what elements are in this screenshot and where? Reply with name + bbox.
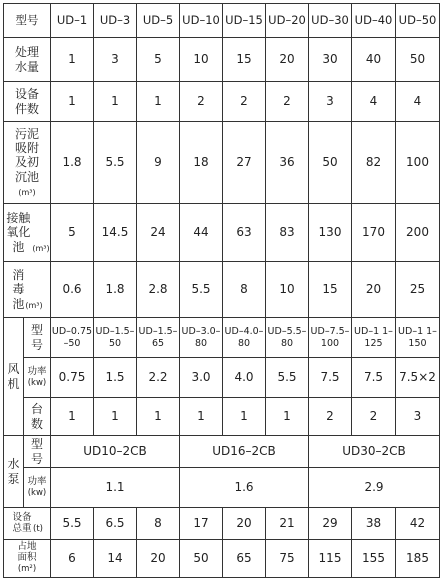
blower-model-cell: UD–0.75–50: [51, 318, 94, 358]
blower-power-row: [4, 358, 440, 398]
blower-power-cell: 7.5: [352, 358, 396, 398]
capacity-cell: 1: [51, 38, 94, 82]
sludge-tank-label-text: 污泥吸附及初沉池: [14, 126, 39, 184]
disinfection-tank-unit: (m³): [25, 300, 43, 310]
pump-power-cell: 2.9: [309, 468, 440, 508]
header-model-label: 型号: [4, 4, 51, 38]
header-model: UD–10: [180, 4, 223, 38]
spec-table: [3, 3, 440, 578]
oxidation-tank-label-text: 接触氧化池: [6, 210, 31, 254]
disinfection-tank-cell: 1.8: [94, 262, 137, 318]
equipment-count-cell: 2: [223, 82, 266, 122]
blower-power-cell: 7.5×2: [396, 358, 440, 398]
sludge-tank-cell: 1.8: [51, 122, 94, 204]
blower-count-cell: 1: [94, 398, 137, 436]
blower-model-cell: UD–3.0–80: [180, 318, 223, 358]
sludge-tank-row: [4, 122, 440, 204]
equipment-count-row: [4, 82, 440, 122]
equipment-count-cell: 2: [266, 82, 309, 122]
blower-count-cell: 1: [223, 398, 266, 436]
pump-model-row: [4, 436, 440, 468]
capacity-cell: 30: [309, 38, 352, 82]
blower-count-cell: 2: [309, 398, 352, 436]
disinfection-tank-cell: 2.8: [137, 262, 180, 318]
blower-model-label-text: 型号: [30, 323, 43, 352]
area-label: [4, 540, 51, 578]
blower-power-label-text: 功率: [27, 365, 47, 377]
header-model: UD–5: [137, 4, 180, 38]
total-weight-cell: 38: [352, 508, 396, 540]
blower-power-unit: (kw): [27, 377, 47, 388]
blower-power-cell: 4.0: [223, 358, 266, 398]
disinfection-tank-cell: 25: [396, 262, 440, 318]
capacity-label-text: 处理水量: [14, 45, 39, 74]
blower-model-cell: UD–1 1–150: [396, 318, 440, 358]
pump-label-text: 水泵: [7, 457, 20, 486]
header-model: UD–50: [396, 4, 440, 38]
equipment-count-cell: 3: [309, 82, 352, 122]
disinfection-tank-label-text: 消毒池: [12, 267, 25, 311]
blower-model-cell: UD–1.5–65: [137, 318, 180, 358]
total-weight-cell: 29: [309, 508, 352, 540]
area-row: [4, 540, 440, 578]
total-weight-cell: 20: [223, 508, 266, 540]
equipment-count-cell: 4: [396, 82, 440, 122]
blower-count-label: [24, 398, 51, 436]
sludge-tank-cell: 50: [309, 122, 352, 204]
blower-model-cell: UD–4.0–80: [223, 318, 266, 358]
oxidation-tank-cell: 63: [223, 204, 266, 262]
total-weight-cell: 6.5: [94, 508, 137, 540]
blower-power-cell: 2.2: [137, 358, 180, 398]
blower-count-cell: 1: [180, 398, 223, 436]
capacity-cell: 15: [223, 38, 266, 82]
blower-power-cell: 5.5: [266, 358, 309, 398]
oxidation-tank-cell: 5: [51, 204, 94, 262]
capacity-cell: 20: [266, 38, 309, 82]
equipment-count-cell: 2: [180, 82, 223, 122]
total-weight-cell: 8: [137, 508, 180, 540]
disinfection-tank-cell: 10: [266, 262, 309, 318]
disinfection-tank-cell: 5.5: [180, 262, 223, 318]
pump-power-cell: 1.6: [180, 468, 309, 508]
area-cell: 115: [309, 540, 352, 578]
header-row: [4, 4, 440, 38]
blower-power-cell: 1.5: [94, 358, 137, 398]
header-model: UD–30: [309, 4, 352, 38]
area-unit: (m²): [17, 563, 37, 574]
area-cell: 50: [180, 540, 223, 578]
oxidation-tank-cell: 200: [396, 204, 440, 262]
spec-table-container: [3, 3, 439, 578]
pump-model-label-text: 型号: [30, 437, 43, 466]
capacity-row: [4, 38, 440, 82]
oxidation-tank-cell: 83: [266, 204, 309, 262]
oxidation-tank-cell: 24: [137, 204, 180, 262]
blower-power-cell: 7.5: [309, 358, 352, 398]
capacity-cell: 50: [396, 38, 440, 82]
blower-model-cell: UD–5.5–80: [266, 318, 309, 358]
sludge-tank-label: [4, 122, 51, 204]
blower-count-cell: 1: [137, 398, 180, 436]
blower-model-cell: UD–1.5–50: [94, 318, 137, 358]
oxidation-tank-cell: 14.5: [94, 204, 137, 262]
oxidation-tank-cell: 44: [180, 204, 223, 262]
equipment-count-cell: 4: [352, 82, 396, 122]
pump-model-cell: UD16–2CB: [180, 436, 309, 468]
total-weight-label: [4, 508, 51, 540]
blower-model-cell: UD–7.5–100: [309, 318, 352, 358]
sludge-tank-cell: 36: [266, 122, 309, 204]
pump-label: [4, 436, 24, 508]
area-cell: 75: [266, 540, 309, 578]
sludge-tank-cell: 27: [223, 122, 266, 204]
equipment-count-label-text: 设备件数: [14, 87, 39, 116]
total-weight-cell: 5.5: [51, 508, 94, 540]
blower-count-cell: 2: [352, 398, 396, 436]
total-weight-cell: 42: [396, 508, 440, 540]
pump-model-cell: UD10–2CB: [51, 436, 180, 468]
equipment-count-label: [4, 82, 51, 122]
equipment-count-cell: 1: [51, 82, 94, 122]
pump-model-label: [24, 436, 51, 468]
pump-power-label-text: 功率: [27, 475, 47, 487]
blower-count-row: [4, 398, 440, 436]
sludge-tank-cell: 100: [396, 122, 440, 204]
pump-power-row: [4, 468, 440, 508]
total-weight-cell: 17: [180, 508, 223, 540]
equipment-count-cell: 1: [94, 82, 137, 122]
blower-label-text: 风机: [7, 362, 20, 391]
disinfection-tank-cell: 20: [352, 262, 396, 318]
capacity-cell: 5: [137, 38, 180, 82]
pump-power-label: [24, 468, 51, 508]
disinfection-tank-row: [4, 262, 440, 318]
pump-power-unit: (kw): [27, 487, 47, 498]
oxidation-tank-cell: 170: [352, 204, 396, 262]
total-weight-cell: 21: [266, 508, 309, 540]
capacity-label: [4, 38, 51, 82]
blower-power-label: [24, 358, 51, 398]
header-model: UD–15: [223, 4, 266, 38]
pump-model-cell: UD30–2CB: [309, 436, 440, 468]
disinfection-tank-cell: 0.6: [51, 262, 94, 318]
blower-count-cell: 1: [266, 398, 309, 436]
blower-model-cell: UD–1 1–125: [352, 318, 396, 358]
sludge-tank-cell: 9: [137, 122, 180, 204]
blower-power-cell: 3.0: [180, 358, 223, 398]
oxidation-tank-cell: 130: [309, 204, 352, 262]
sludge-tank-unit: (m³): [18, 188, 36, 198]
capacity-cell: 40: [352, 38, 396, 82]
area-cell: 20: [137, 540, 180, 578]
area-cell: 14: [94, 540, 137, 578]
area-cell: 6: [51, 540, 94, 578]
sludge-tank-cell: 82: [352, 122, 396, 204]
blower-model-row: [4, 318, 440, 358]
capacity-cell: 3: [94, 38, 137, 82]
header-model: UD–40: [352, 4, 396, 38]
disinfection-tank-label: [4, 262, 51, 318]
header-model: UD–1: [51, 4, 94, 38]
area-cell: 65: [223, 540, 266, 578]
area-cell: 185: [396, 540, 440, 578]
total-weight-unit: (t): [33, 523, 43, 534]
blower-model-label: [24, 318, 51, 358]
header-model: UD–20: [266, 4, 309, 38]
sludge-tank-cell: 5.5: [94, 122, 137, 204]
sludge-tank-cell: 18: [180, 122, 223, 204]
disinfection-tank-cell: 15: [309, 262, 352, 318]
total-weight-label-text: 设备总重: [12, 511, 32, 534]
blower-power-cell: 0.75: [51, 358, 94, 398]
header-model: UD–3: [94, 4, 137, 38]
area-cell: 155: [352, 540, 396, 578]
total-weight-row: [4, 508, 440, 540]
blower-label: [4, 318, 24, 436]
oxidation-tank-row: [4, 204, 440, 262]
oxidation-tank-unit: (m³): [32, 243, 50, 253]
area-label-text: 占地面积: [17, 541, 37, 564]
equipment-count-cell: 1: [137, 82, 180, 122]
blower-count-cell: 1: [51, 398, 94, 436]
capacity-cell: 10: [180, 38, 223, 82]
pump-power-cell: 1.1: [51, 468, 180, 508]
blower-count-cell: 3: [396, 398, 440, 436]
disinfection-tank-cell: 8: [223, 262, 266, 318]
oxidation-tank-label: [4, 204, 51, 262]
blower-count-label-text: 台数: [30, 402, 43, 431]
